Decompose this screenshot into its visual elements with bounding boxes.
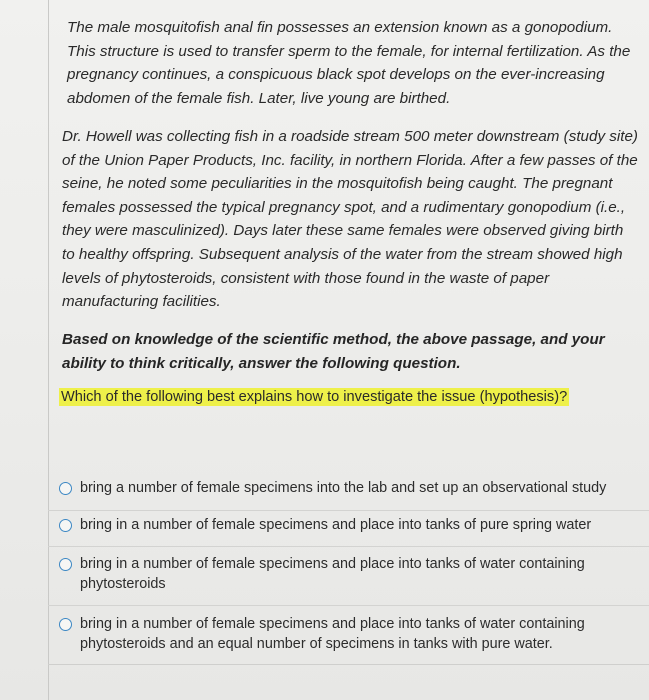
answer-option-1[interactable] [48,479,649,499]
radio-button-icon[interactable] [59,558,72,571]
answer-option-label: bring in a number of female specimens and place into tanks of water containing phytosteroids [80,556,585,592]
radio-button-icon[interactable] [59,519,72,532]
answer-option-3[interactable] [48,555,649,594]
answer-option-4[interactable] [48,615,649,654]
option-divider [48,546,649,547]
answer-option-label: bring in a number of female specimens and place into tanks of water containing phytosteroids and an equal number of specimens in tanks with pure water. [80,616,585,652]
radio-button-icon[interactable] [59,482,72,495]
passage-paragraph-2: Dr. Howell was collecting fish in a roadside stream 500 meter downstream (study site) of the Union Paper Products, Inc. facility, in northern Florida. After a few passes of the seine, he noted some peculiarities in the mosquitofish being caught. The pregnant females possessed the typical pregnancy spot, and a rudimentary gonopodium (i.e., they were masculinized). Days later these same females were observed giving birth to healthy offspring. Subsequent analysis of the water from the stream showed high levels of phytosteroids, consistent with those found in the waste of paper manufacturing facilities. [62,128,638,311]
option-divider [48,605,649,606]
question-prompt [59,387,569,407]
answer-option-2[interactable] [48,516,649,536]
option-divider [48,510,649,511]
content-frame-bottom [48,664,649,665]
question-highlight: Which of the following best explains how to investigate the issue (hypothesis)? [61,389,568,405]
answer-option-label: bring in a number of female specimens and place into tanks of pure spring water [80,517,592,533]
instruction-text: Based on knowledge of the scientific method, the above passage, and your ability to think critically, answer the following question. [62,331,605,372]
radio-button-icon[interactable] [59,618,72,631]
passage-paragraph-1: The male mosquitofish anal fin possesses an extension known as a gonopodium. This structure is used to transfer sperm to the female, for internal fertilization. As the pregnancy continues, a conspicuous black spot develops on the ever-increasing abdomen of the female fish. Later, live young are birthed. [67,19,631,107]
answer-option-label: bring a number of female specimens into the lab and set up an observational study [80,480,607,496]
